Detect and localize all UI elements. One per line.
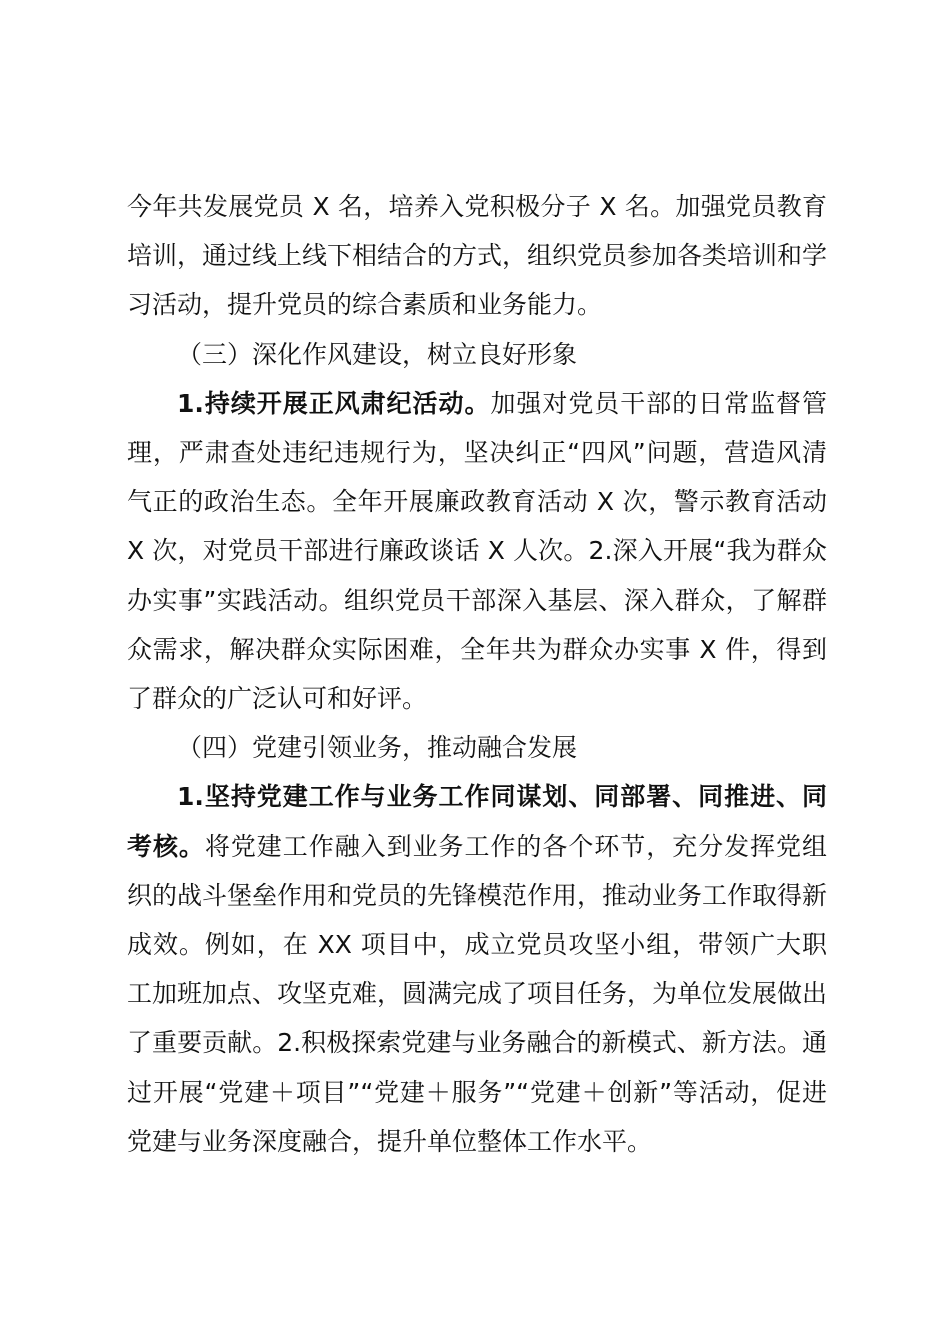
paragraph-lead: 1.持续开展正风肃纪活动。 — [177, 388, 491, 418]
paragraph-party-member-development — [127, 182, 827, 330]
paragraph-discipline-activities — [127, 379, 827, 723]
section-heading-text: （四）党建引领业务，推动融合发展 — [177, 733, 578, 763]
paragraph-text: 今年共发展党员 X 名，培养入党积极分子 X 名。加强党员教育培训，通过线上线下相结合的方式，组织党员参加各类培训和学习活动，提升党员的综合素质和业务能力。 — [127, 192, 828, 320]
paragraph-lead: 1.坚持党建工作与业务工作同谋划、同部署、同推进、同考核。 — [127, 782, 827, 861]
paragraph-text: 加强对党员干部的日常监督管理，严肃查处违纪违规行为，坚决纠正“四风”问题，营造风清气正的政治生态。全年开展廉政教育活动 X 次，警示教育活动 X 次，对党员干部进行廉政谈话 X 人次。2.深入开展“我为群众办实事”实践活动。组织党员干部深入基层、深入群众，了解群众需求，解决群众实际困难，全年共为群众办实事 X 件，得到了群众的广泛认可和好评。 — [127, 388, 827, 714]
paragraph-text: 将党建工作融入到业务工作的各个环节，充分发挥党组织的战斗堡垒作用和党员的先锋模范作用，推动业务工作取得新成效。例如，在 XX 项目中，成立党员攻坚小组，带领广大职工加班加点、攻坚克难，圆满完成了项目任务，为单位发展做出了重要贡献。2.积极探索党建与业务融合的新模式、新方法。通过开展“党建＋项目”“党建＋服务”“党建＋创新”等活动，促进党建与业务深度融合，提升单位整体工作水平。 — [127, 831, 828, 1156]
paragraph-integration — [127, 772, 827, 1166]
section-heading-work-style — [127, 330, 827, 379]
section-heading-text: （三）深化作风建设，树立良好形象 — [177, 339, 578, 369]
document-body — [127, 182, 827, 1166]
section-heading-party-leads-business — [127, 723, 827, 772]
